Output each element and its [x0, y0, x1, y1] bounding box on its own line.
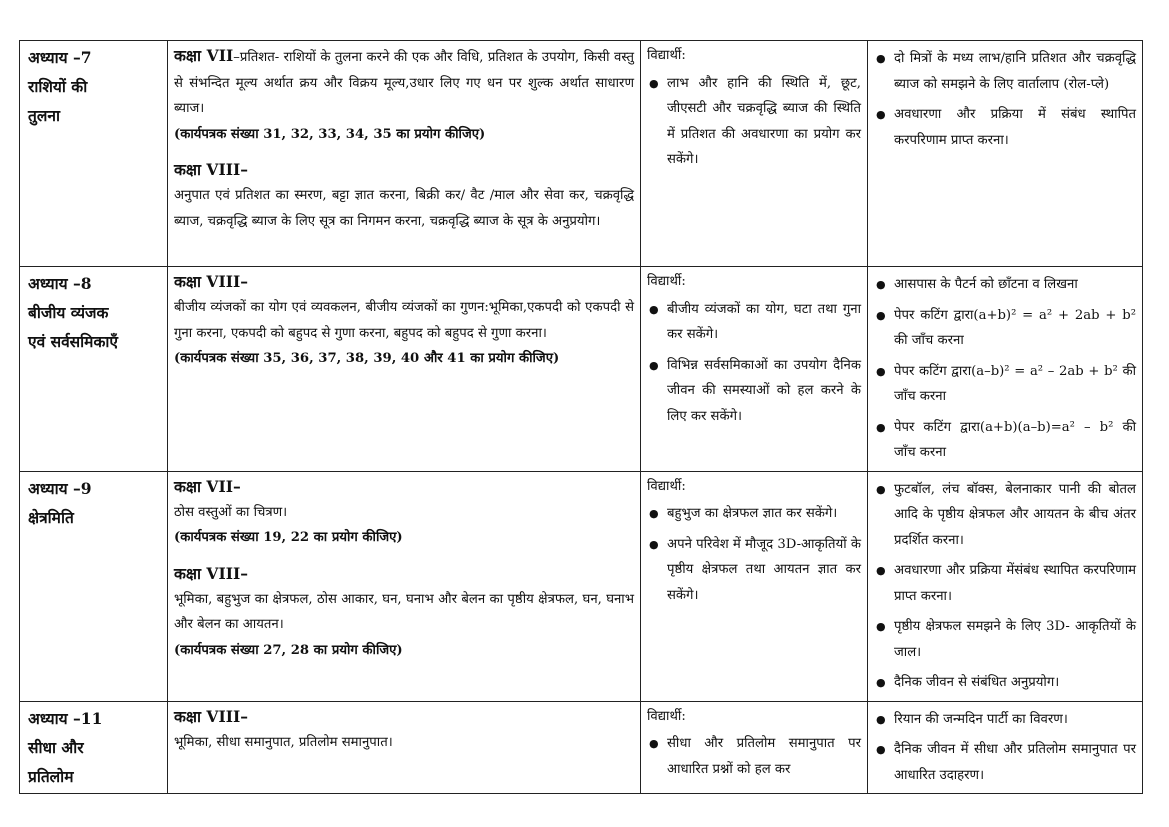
- class-viii-text: भूमिका, सीधा समानुपात, प्रतिलोम समानुपात।: [174, 734, 393, 750]
- list-item: ● दैनिक जीवन से संबंधित अनुप्रयोग।: [874, 670, 1136, 696]
- list-item: ● दैनिक जीवन में सीधा और प्रतिलोम समानुपात पर आधारित उदाहरण।: [874, 737, 1136, 788]
- chapter-title-line: सीधा और: [28, 737, 84, 757]
- chapter-title-line: तुलना: [28, 106, 60, 125]
- chapter-title-line: प्रतिलोम: [28, 766, 74, 786]
- activities-list: [874, 477, 1136, 696]
- outcomes-list: [647, 731, 861, 782]
- class-vii-label: कक्षा VII: [174, 46, 234, 65]
- list-item: ● रियान की जन्मदिन पार्टी का विवरण।: [874, 707, 1136, 733]
- chapter-cell: [20, 471, 168, 701]
- chapter-title-line: क्षेत्रमिति: [28, 507, 74, 527]
- chapter-cell: [20, 267, 168, 472]
- table-row: [20, 701, 1143, 794]
- list-item: ● विभिन्न सर्वसमिकाओं का उपयोग दैनिक जीवन की समस्याओं को हल करने के लिए कर सकेंगे।: [647, 353, 861, 430]
- list-item: ● अवधारणा और प्रक्रिया में संबंध स्थापित करपरिणाम प्राप्त करना।: [874, 102, 1136, 153]
- list-item: ● पेपर कटिंग द्वारा(a+b)² = a² + 2ab + b² की जाँच करना: [874, 303, 1136, 354]
- class-vii-text: ठोस वस्तुओं का चित्रण।: [174, 504, 288, 520]
- worksheet-note: (कार्यपत्रक संख्या 31, 32, 33, 34, 35 का प्रयोग कीजिए): [174, 126, 486, 142]
- list-item: ● पेपर कटिंग द्वारा(a–b)² = a² – 2ab + b² की जाँच करना: [874, 359, 1136, 410]
- students-label: विद्यार्थी:: [647, 48, 686, 63]
- content-cell: [168, 267, 641, 472]
- outcomes-list: [647, 71, 861, 173]
- activities-list: [874, 272, 1136, 466]
- class-vii-block: [174, 43, 634, 122]
- activities-cell: [868, 267, 1143, 472]
- list-item: ● पेपर कटिंग द्वारा(a+b)(a–b)=a² – b² की जाँच करना: [874, 415, 1136, 466]
- worksheet-note: (कार्यपत्रक संख्या 35, 36, 37, 38, 39, 40 और 41 का प्रयोग कीजिए): [174, 351, 560, 366]
- class-viii-label: कक्षा VIII–: [174, 706, 248, 726]
- list-item: ● बीजीय व्यंजकों का योग, घटा तथा गुना कर सकेंगे।: [647, 297, 861, 348]
- outcomes-cell: [641, 701, 868, 794]
- activities-cell: [868, 471, 1143, 701]
- table-row: [20, 267, 1143, 472]
- list-item: ● फुटबॉल, लंच बॉक्स, बेलनाकार पानी की बोतल आदि के पृष्ठीय क्षेत्रफल और आयतन के बीच अंतर प्रदर्शित करना।: [874, 477, 1136, 554]
- students-label: विद्यार्थी:: [647, 274, 686, 289]
- content-cell: [168, 471, 641, 701]
- chapter-number: अध्याय –9: [28, 478, 92, 498]
- table-row: [20, 41, 1143, 267]
- outcomes-list: [647, 501, 861, 608]
- class-viii-label: कक्षा VIII–: [174, 272, 248, 291]
- activities-list: [874, 46, 1136, 153]
- list-item: ● अवधारणा और प्रक्रिया मेंसंबंध स्थापित करपरिणाम प्राप्त करना।: [874, 558, 1136, 609]
- chapter-title-line: राशियों की: [28, 77, 88, 96]
- class-vii-label: कक्षा VII–: [174, 476, 241, 496]
- class-viii-text: बीजीय व्यंजकों का योग एवं व्यवकलन, बीजीय व्यंजकों का गुणन:भूमिका,एकपदी को एकपदी से गुना करना, एकपदी को बहुपद से गुणा करना, बहुपद को बहुपद से गुणा करना।: [174, 300, 634, 341]
- chapter-number: अध्याय –11: [28, 708, 103, 728]
- chapter-title-line: एवं सर्वसमिकाएँ: [28, 332, 118, 351]
- chapter-title-line: बीजीय व्यंजक: [28, 303, 109, 322]
- activities-list: [874, 707, 1136, 789]
- students-label: विद्यार्थी:: [647, 478, 686, 494]
- worksheet-note: (कार्यपत्रक संख्या 19, 22 का प्रयोग कीजिए): [174, 530, 403, 545]
- activities-cell: [868, 701, 1143, 794]
- outcomes-cell: [641, 267, 868, 472]
- curriculum-table: [19, 40, 1143, 794]
- class-vii-text: –प्रतिशत- राशियों के तुलना करने की एक और विधि, प्रतिशत के उपयोग, किसी वस्तु से संभन्दित मूल्य अर्थात क्रय और विक्रय मूल्य,उधार लिए गए धन पर शुल्क अर्थात साधारण ब्याज।: [174, 50, 634, 116]
- students-label: विद्यार्थी:: [647, 708, 686, 724]
- list-item: ● आसपास के पैटर्न को छाँटना व लिखना: [874, 272, 1136, 298]
- content-cell: [168, 701, 641, 794]
- activities-cell: [868, 41, 1143, 267]
- class-viii-label: कक्षा VIII–: [174, 563, 248, 583]
- class-viii-text: अनुपात एवं प्रतिशत का स्मरण, बट्टा ज्ञात करना, बिक्री कर/ वैट /माल और सेवा कर, चक्रवृद्धि ब्याज, चक्रवृद्धि ब्याज के लिए सूत्र का निगमन करना, चक्रवृद्धि ब्याज के सूत्र के अनुप्रयोग।: [174, 188, 634, 229]
- list-item: ● दो मित्रों के मध्य लाभ/हानि प्रतिशत और चक्रवृद्धि ब्याज को समझने के लिए वार्तालाप (रोल-प्ले): [874, 46, 1136, 97]
- worksheet-note: (कार्यपत्रक संख्या 27, 28 का प्रयोग कीजिए): [174, 642, 403, 658]
- table-row: [20, 471, 1143, 701]
- outcomes-list: [647, 297, 861, 430]
- list-item: ● सीधा और प्रतिलोम समानुपात पर आधारित प्रश्नों को हल कर: [647, 731, 861, 782]
- list-item: ● पृष्ठीय क्षेत्रफल समझने के लिए 3D- आकृतियों के जाल।: [874, 614, 1136, 665]
- list-item: ● बहुभुज का क्षेत्रफल ज्ञात कर सकेंगे।: [647, 501, 861, 527]
- class-viii-text: भूमिका, बहुभुज का क्षेत्रफल, ठोस आकार, घन, घनाभ और बेलन का पृष्ठीय क्षेत्रफल, घन, घनाभ और बेलन का आयतन।: [174, 591, 634, 632]
- chapter-number: अध्याय –7: [28, 48, 92, 67]
- outcomes-cell: [641, 471, 868, 701]
- list-item: ● लाभ और हानि की स्थिति में, छूट, जीएसटी और चक्रवृद्धि ब्याज की स्थिति में प्रतिशत की अवधारणा का प्रयोग कर सकेंगे।: [647, 71, 861, 173]
- chapter-cell: [20, 41, 168, 267]
- chapter-number: अध्याय –8: [28, 274, 92, 293]
- content-cell: [168, 41, 641, 267]
- class-viii-label: कक्षा VIII–: [174, 160, 248, 179]
- outcomes-cell: [641, 41, 868, 267]
- chapter-cell: [20, 701, 168, 794]
- list-item: ● अपने परिवेश में मौजूद 3D-आकृतियों के पृष्ठीय क्षेत्रफल तथा आयतन ज्ञात कर सकेंगे।: [647, 532, 861, 609]
